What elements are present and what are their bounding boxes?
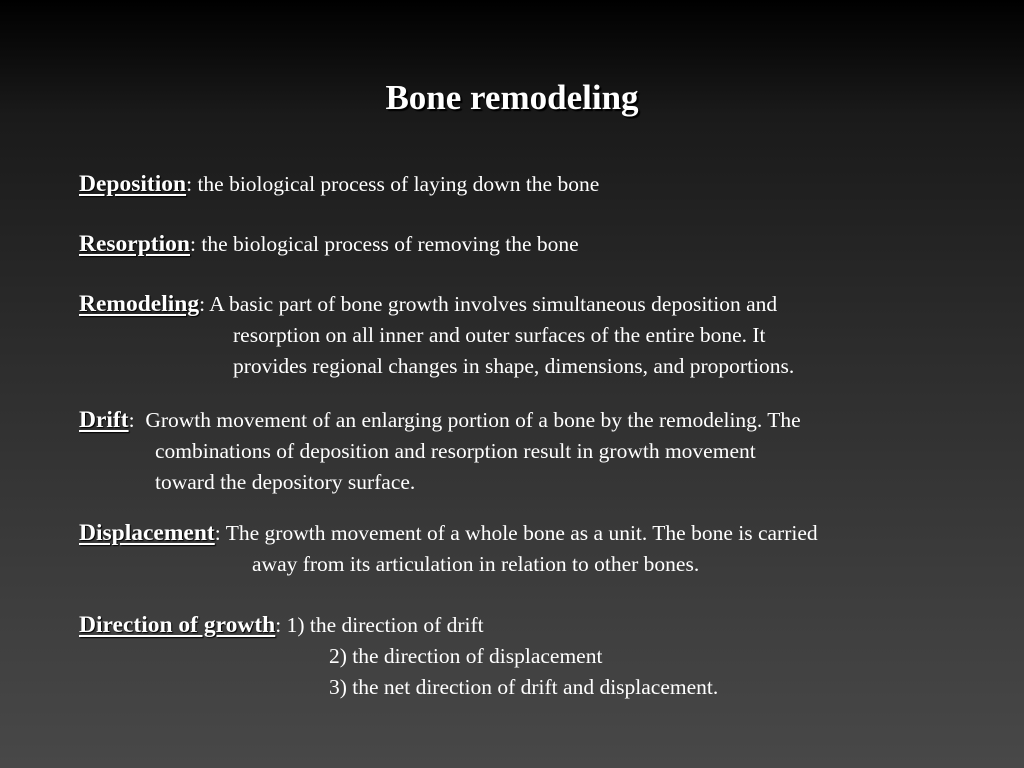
definition-text: 3) the net direction of drift and displacement. bbox=[329, 675, 719, 699]
entry-line bbox=[79, 518, 818, 549]
definition-text: 2) the direction of displacement bbox=[329, 644, 603, 668]
definition-text: 1) the direction of drift bbox=[286, 613, 484, 637]
term-remodeling: Remodeling bbox=[79, 291, 200, 317]
term-separator: : bbox=[275, 613, 282, 637]
definition-text: The growth movement of a whole bone as a unit. The bone is carried bbox=[225, 521, 818, 545]
term-separator: : bbox=[214, 521, 221, 545]
term-drift: Drift bbox=[79, 407, 129, 433]
entry-direction-of-growth bbox=[79, 610, 719, 703]
term-separator: : bbox=[199, 292, 206, 316]
term-resorption: Resorption bbox=[79, 231, 190, 257]
term-deposition: Deposition bbox=[79, 171, 187, 197]
definition-text: the biological process of removing the bone bbox=[201, 232, 579, 256]
definition-text: A basic part of bone growth involves simultaneous deposition and bbox=[209, 292, 778, 316]
definition-text: provides regional changes in shape, dimensions, and proportions. bbox=[233, 354, 795, 378]
entry-line bbox=[79, 405, 801, 436]
entry-drift bbox=[79, 405, 801, 498]
entry-line bbox=[79, 289, 777, 320]
entry-line bbox=[79, 610, 484, 641]
definition-text: toward the depository surface. bbox=[155, 470, 416, 494]
definition-text: combinations of deposition and resorption result in growth movement bbox=[155, 439, 756, 463]
entry-displacement bbox=[79, 518, 818, 580]
term-direction-of-growth: Direction of growth bbox=[79, 612, 276, 638]
slide-title: Bone remodeling bbox=[385, 78, 639, 117]
entry-line bbox=[79, 169, 599, 200]
definition-text: away from its articulation in relation to other bones. bbox=[252, 552, 700, 576]
entry-remodeling bbox=[79, 289, 795, 382]
term-separator: : bbox=[186, 172, 193, 196]
term-separator: : bbox=[189, 232, 196, 256]
definition-text: resorption on all inner and outer surfaces of the entire bone. It bbox=[233, 323, 766, 347]
term-displacement: Displacement bbox=[79, 520, 215, 546]
definition-text: the biological process of laying down the bone bbox=[197, 172, 600, 196]
definition-text: Growth movement of an enlarging portion of a bone by the remodeling. The bbox=[145, 408, 801, 432]
entry-resorption bbox=[79, 229, 579, 260]
entry-line bbox=[79, 229, 579, 260]
term-separator: : bbox=[128, 408, 135, 432]
entry-deposition bbox=[79, 169, 599, 200]
